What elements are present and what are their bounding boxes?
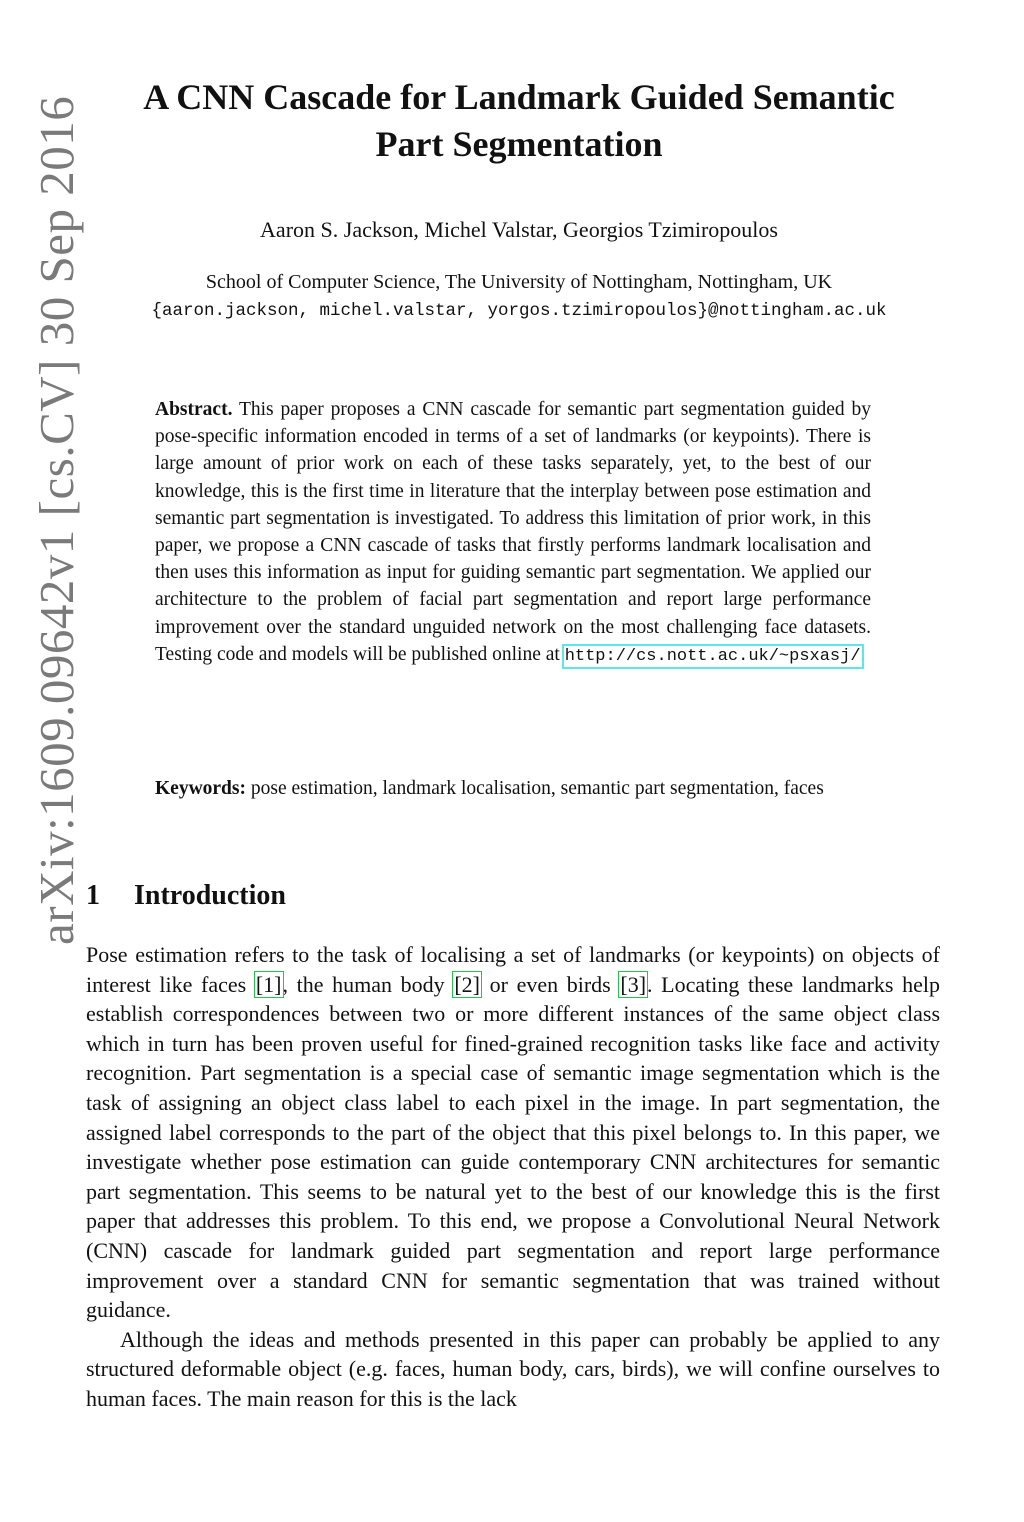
affiliation: School of Computer Science, The University of Nottingham, Nottingham, UK bbox=[205, 271, 833, 293]
citation-link-1[interactable]: [1] bbox=[255, 971, 282, 997]
section-title: Introduction bbox=[134, 880, 286, 911]
paper-title bbox=[84, 74, 954, 168]
citation-link-2[interactable]: [2] bbox=[454, 971, 480, 997]
intro-p1-part-b: , the human body bbox=[282, 971, 454, 997]
keywords-block bbox=[155, 775, 871, 802]
section-number: 1 bbox=[86, 880, 100, 911]
title-line-1: A CNN Cascade for Landmark Guided Semantic bbox=[143, 77, 895, 117]
abstract-block bbox=[155, 396, 871, 670]
intro-paragraph-1 bbox=[86, 940, 940, 1325]
arxiv-identifier-stamp: arXiv:1609.09642v1 [cs.CV] 30 Sep 2016 bbox=[29, 95, 84, 945]
keywords-label: Keywords: bbox=[155, 778, 246, 799]
author-list: Aaron S. Jackson, Michel Valstar, Georgios Tzimiropoulos bbox=[260, 217, 778, 242]
intro-p1-part-c: or even birds bbox=[480, 971, 620, 997]
intro-paragraph-2: Although the ideas and methods presented in this paper can probably be applied to any structured deformable object (e.g. faces, human body, cars, birds), we will confine ourselves to human faces. The main reason for this is the lack bbox=[86, 1326, 940, 1411]
citation-link-3[interactable]: [3] bbox=[620, 971, 647, 997]
introduction-body bbox=[86, 940, 940, 1414]
author-emails: {aaron.jackson, michel.valstar, yorgos.tzimiropoulos}@nottingham.ac.uk bbox=[151, 301, 887, 321]
title-line-2: Part Segmentation bbox=[375, 124, 663, 164]
abstract-end-period: . bbox=[860, 643, 866, 665]
intro-p1-part-a: Pose estimation refers to the task of localising a set of landmarks (or keypoints) on objects of interest like faces bbox=[86, 942, 940, 997]
section-heading-introduction bbox=[86, 876, 286, 916]
abstract-text: This paper proposes a CNN cascade for semantic part segmentation guided by pose-specific information encoded in terms of a set of landmarks (or keypoints). There is large amount of prior work on each of these tasks separately, yet, to the best of our knowledge, this is the first time in literature that the interplay between pose estimation and semantic part segmentation is investigated. To address this limitation of prior work, in this paper, we propose a CNN cascade of tasks that firstly performs landmark localisation and then uses this information as input for guiding semantic part segmentation. We applied our architecture to the problem of facial part segmentation and report large performance improvement over the standard unguided network on the most challenging face datasets. Testing code and models will be published online at bbox=[155, 399, 871, 665]
abstract-label: Abstract. bbox=[155, 399, 233, 420]
project-url-link[interactable]: http://cs.nott.ac.uk/~psxasj/ bbox=[564, 646, 861, 666]
keywords-text: pose estimation, landmark localisation, semantic part segmentation, faces bbox=[250, 778, 824, 799]
intro-p1-part-d: . Locating these landmarks help establish correspondences between two or more different instances of the same object class which in turn has been proven useful for fined-grained recognition tasks like face and activity recognition. Part segmentation is a special case of semantic image segmentation which is the task of assigning an object class label to each pixel in the image. In part segmentation, the assigned label corresponds to the part of the object that this pixel belongs to. In this paper, we investigate whether pose estimation can guide contemporary CNN architectures for semantic part segmentation. This seems to be natural yet to the best of our knowledge this is the first paper that addresses this problem. To this end, we propose a Convolutional Neural Network (CNN) cascade for landmark guided part segmentation and report large performance improvement over a standard CNN for semantic segmentation that was trained without guidance. bbox=[86, 971, 940, 1323]
